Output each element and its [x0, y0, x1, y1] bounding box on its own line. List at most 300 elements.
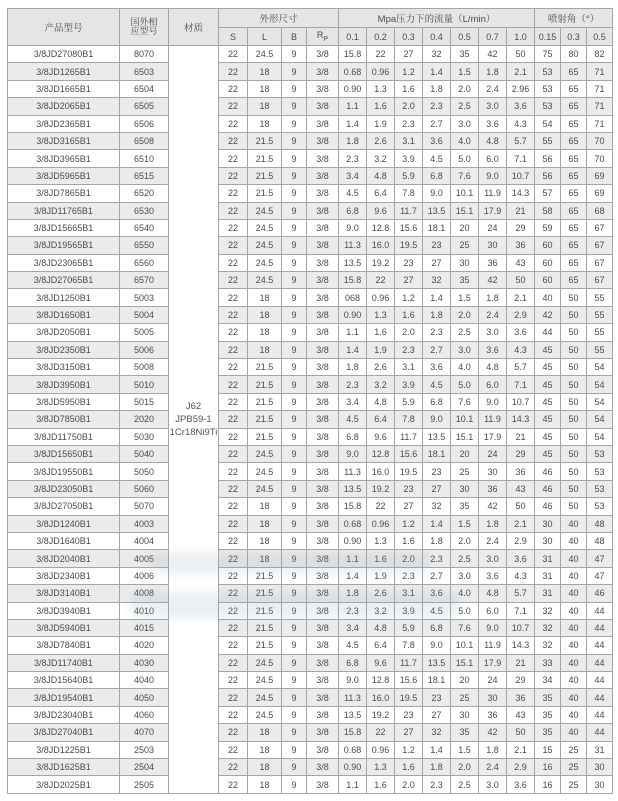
dim-l-cell: 21.5 — [248, 376, 282, 393]
flow-0-2-cell: 1.9 — [367, 115, 395, 132]
angle-0-15-cell: 45 — [535, 359, 561, 376]
dim-b-cell: 9 — [282, 689, 307, 706]
flow-0-5-cell: 35 — [451, 272, 479, 289]
angle-0-3-cell: 65 — [561, 254, 587, 271]
flow-0-7-cell: 30 — [479, 689, 507, 706]
flow-0-2-cell: 9.6 — [367, 654, 395, 671]
flow-0-3-cell: 3.1 — [395, 132, 423, 149]
flow-0-5-cell: 1.5 — [451, 63, 479, 80]
flow-0-3-cell: 27 — [395, 46, 423, 63]
flow-1-0-cell: 21 — [507, 654, 535, 671]
flow-0-5-cell: 2.5 — [451, 324, 479, 341]
angle-0-3-cell: 50 — [561, 289, 587, 306]
flow-1-0-cell: 50 — [507, 498, 535, 515]
angle-0-15-cell: 35 — [535, 689, 561, 706]
col-header-l: L — [248, 28, 282, 46]
dim-s-cell: 22 — [219, 567, 248, 584]
angle-0-15-cell: 45 — [535, 341, 561, 358]
dim-s-cell: 22 — [219, 272, 248, 289]
flow-0-4-cell: 6.8 — [423, 619, 451, 636]
table-row — [8, 393, 613, 410]
flow-0-4-cell: 9.0 — [423, 411, 451, 428]
angle-0-5-cell: 70 — [587, 132, 613, 149]
flow-0-1-cell: 1.4 — [339, 341, 367, 358]
flow-1-0-cell: 21 — [507, 202, 535, 219]
flow-0-1-cell: 1.4 — [339, 115, 367, 132]
angle-0-15-cell: 45 — [535, 428, 561, 445]
flow-0-1-cell: 0.90 — [339, 306, 367, 323]
angle-0-5-cell: 67 — [587, 254, 613, 271]
product-model-cell: 3/8JD23040B1 — [8, 706, 120, 723]
flow-1-0-cell: 29 — [507, 672, 535, 689]
table-row — [8, 306, 613, 323]
table-row — [8, 672, 613, 689]
flow-0-4-cell: 13.5 — [423, 202, 451, 219]
table-row — [8, 46, 613, 63]
col-header-pressure-0-7: 0.7 — [479, 28, 507, 46]
flow-1-0-cell: 3.6 — [507, 324, 535, 341]
product-model-cell: 3/8JD19550B1 — [8, 463, 120, 480]
flow-0-3-cell: 2.3 — [395, 115, 423, 132]
flow-0-3-cell: 2.0 — [395, 324, 423, 341]
dim-rp-cell: 3/8 — [307, 376, 339, 393]
table-row — [8, 619, 613, 636]
col-group-flow-rate: Mpa压力下的流量（L/min） — [339, 9, 535, 28]
flow-0-1-cell: 0.68 — [339, 63, 367, 80]
flow-0-1-cell: 15.8 — [339, 46, 367, 63]
flow-1-0-cell: 2.96 — [507, 80, 535, 97]
angle-0-5-cell: 46 — [587, 585, 613, 602]
flow-0-3-cell: 5.9 — [395, 393, 423, 410]
angle-0-5-cell: 71 — [587, 98, 613, 115]
dim-l-cell: 24.5 — [248, 463, 282, 480]
flow-0-5-cell: 3.0 — [451, 341, 479, 358]
flow-1-0-cell: 2.1 — [507, 289, 535, 306]
product-model-cell: 3/8JD3965B1 — [8, 150, 120, 167]
dim-rp-cell: 3/8 — [307, 759, 339, 776]
flow-1-0-cell: 14.3 — [507, 637, 535, 654]
product-model-cell: 3/8JD3940B1 — [8, 602, 120, 619]
dim-s-cell: 22 — [219, 289, 248, 306]
flow-1-0-cell: 2.9 — [507, 759, 535, 776]
flow-0-4-cell: 3.6 — [423, 132, 451, 149]
flow-0-2-cell: 16.0 — [367, 689, 395, 706]
flow-0-7-cell: 2.4 — [479, 759, 507, 776]
dim-rp-cell: 3/8 — [307, 185, 339, 202]
dim-s-cell: 22 — [219, 741, 248, 758]
dim-l-cell: 21.5 — [248, 567, 282, 584]
flow-0-2-cell: 22 — [367, 272, 395, 289]
product-model-cell: 3/8JD23050B1 — [8, 480, 120, 497]
dim-l-cell: 21.5 — [248, 411, 282, 428]
angle-0-3-cell: 65 — [561, 150, 587, 167]
dim-l-cell: 21.5 — [248, 167, 282, 184]
flow-0-4-cell: 2.7 — [423, 115, 451, 132]
product-model-cell: 3/8JD7840B1 — [8, 637, 120, 654]
table-row — [8, 585, 613, 602]
flow-0-2-cell: 22 — [367, 724, 395, 741]
angle-0-3-cell: 65 — [561, 63, 587, 80]
dim-rp-cell: 3/8 — [307, 150, 339, 167]
foreign-model-cell: 5005 — [120, 324, 169, 341]
flow-0-2-cell: 3.2 — [367, 376, 395, 393]
angle-0-15-cell: 31 — [535, 550, 561, 567]
angle-0-3-cell: 40 — [561, 654, 587, 671]
flow-0-1-cell: 2.3 — [339, 602, 367, 619]
foreign-model-cell: 4060 — [120, 706, 169, 723]
foreign-model-cell: 6550 — [120, 237, 169, 254]
flow-0-3-cell: 5.9 — [395, 619, 423, 636]
flow-0-2-cell: 9.6 — [367, 428, 395, 445]
dim-b-cell: 9 — [282, 498, 307, 515]
dim-s-cell: 22 — [219, 411, 248, 428]
material-line: JPB59-1 — [175, 413, 212, 425]
flow-0-2-cell: 19.2 — [367, 706, 395, 723]
flow-1-0-cell: 29 — [507, 219, 535, 236]
foreign-model-cell: 6530 — [120, 202, 169, 219]
col-header-angle-0-3: 0.3 — [561, 28, 587, 46]
angle-0-5-cell: 53 — [587, 498, 613, 515]
angle-0-5-cell: 48 — [587, 532, 613, 549]
foreign-model-cell: 6505 — [120, 98, 169, 115]
foreign-model-cell: 6570 — [120, 272, 169, 289]
flow-0-5-cell: 7.6 — [451, 167, 479, 184]
table-row — [8, 272, 613, 289]
angle-0-5-cell: 82 — [587, 46, 613, 63]
product-model-cell: 3/8JD2025B1 — [8, 776, 120, 793]
dim-b-cell: 9 — [282, 776, 307, 793]
flow-0-1-cell: 6.8 — [339, 428, 367, 445]
material-line: 1Cr18Ni9Ti — [169, 426, 218, 438]
dim-rp-cell: 3/8 — [307, 776, 339, 793]
flow-0-1-cell: 9.0 — [339, 445, 367, 462]
col-header-pressure-0-4: 0.4 — [423, 28, 451, 46]
dim-rp-cell: 3/8 — [307, 550, 339, 567]
dim-s-cell: 22 — [219, 550, 248, 567]
dim-l-cell: 21.5 — [248, 637, 282, 654]
flow-0-7-cell: 4.8 — [479, 132, 507, 149]
flow-0-5-cell: 7.6 — [451, 619, 479, 636]
flow-0-2-cell: 6.4 — [367, 185, 395, 202]
angle-0-5-cell: 44 — [587, 672, 613, 689]
flow-0-3-cell: 1.2 — [395, 515, 423, 532]
dim-rp-cell: 3/8 — [307, 602, 339, 619]
flow-0-4-cell: 1.4 — [423, 741, 451, 758]
dim-b-cell: 9 — [282, 567, 307, 584]
flow-1-0-cell: 43 — [507, 480, 535, 497]
flow-1-0-cell: 10.7 — [507, 393, 535, 410]
dim-b-cell: 9 — [282, 585, 307, 602]
flow-0-1-cell: 15.8 — [339, 498, 367, 515]
table-row — [8, 376, 613, 393]
table-header — [8, 9, 613, 46]
dim-b-cell: 9 — [282, 150, 307, 167]
foreign-model-cell: 2020 — [120, 411, 169, 428]
table-row — [8, 428, 613, 445]
dim-l-cell: 18 — [248, 498, 282, 515]
flow-0-4-cell: 1.4 — [423, 515, 451, 532]
angle-0-15-cell: 31 — [535, 585, 561, 602]
angle-0-15-cell: 32 — [535, 619, 561, 636]
angle-0-3-cell: 65 — [561, 185, 587, 202]
angle-0-15-cell: 35 — [535, 706, 561, 723]
flow-0-2-cell: 1.6 — [367, 776, 395, 793]
angle-0-3-cell: 65 — [561, 98, 587, 115]
flow-0-2-cell: 4.8 — [367, 167, 395, 184]
flow-0-4-cell: 32 — [423, 724, 451, 741]
dim-b-cell: 9 — [282, 619, 307, 636]
dim-l-cell: 18 — [248, 324, 282, 341]
flow-0-4-cell: 1.4 — [423, 63, 451, 80]
flow-0-7-cell: 1.8 — [479, 289, 507, 306]
flow-0-5-cell: 10.1 — [451, 411, 479, 428]
flow-0-5-cell: 15.1 — [451, 202, 479, 219]
flow-0-7-cell: 30 — [479, 463, 507, 480]
product-model-cell: 3/8JD5950B1 — [8, 393, 120, 410]
flow-0-7-cell: 36 — [479, 254, 507, 271]
angle-0-15-cell: 32 — [535, 637, 561, 654]
table-row — [8, 324, 613, 341]
flow-0-3-cell: 2.0 — [395, 550, 423, 567]
flow-0-1-cell: 0.68 — [339, 515, 367, 532]
dim-s-cell: 22 — [219, 602, 248, 619]
flow-0-3-cell: 2.0 — [395, 776, 423, 793]
product-model-cell: 3/8JD1650B1 — [8, 306, 120, 323]
dim-s-cell: 22 — [219, 324, 248, 341]
dim-rp-cell: 3/8 — [307, 98, 339, 115]
flow-0-4-cell: 9.0 — [423, 637, 451, 654]
product-model-cell: 3/8JD19540B1 — [8, 689, 120, 706]
flow-0-7-cell: 2.4 — [479, 306, 507, 323]
flow-0-1-cell: 4.5 — [339, 637, 367, 654]
foreign-model-cell: 8070 — [120, 46, 169, 63]
dim-s-cell: 22 — [219, 463, 248, 480]
flow-0-4-cell: 1.8 — [423, 306, 451, 323]
dim-rp-cell: 3/8 — [307, 115, 339, 132]
flow-0-7-cell: 11.9 — [479, 637, 507, 654]
angle-0-15-cell: 58 — [535, 202, 561, 219]
dim-l-cell: 24.5 — [248, 46, 282, 63]
product-model-cell: 3/8JD2340B1 — [8, 567, 120, 584]
flow-0-2-cell: 1.6 — [367, 550, 395, 567]
dim-rp-cell: 3/8 — [307, 393, 339, 410]
flow-0-2-cell: 22 — [367, 498, 395, 515]
flow-0-4-cell: 1.4 — [423, 289, 451, 306]
dim-s-cell: 22 — [219, 759, 248, 776]
dim-b-cell: 9 — [282, 602, 307, 619]
flow-0-3-cell: 1.2 — [395, 741, 423, 758]
dim-b-cell: 9 — [282, 463, 307, 480]
foreign-model-cell: 4070 — [120, 724, 169, 741]
flow-0-2-cell: 4.8 — [367, 393, 395, 410]
angle-0-3-cell: 40 — [561, 550, 587, 567]
angle-0-5-cell: 44 — [587, 602, 613, 619]
flow-0-7-cell: 17.9 — [479, 428, 507, 445]
angle-0-3-cell: 40 — [561, 602, 587, 619]
table-row — [8, 532, 613, 549]
flow-0-5-cell: 3.0 — [451, 567, 479, 584]
angle-0-5-cell: 54 — [587, 376, 613, 393]
angle-0-5-cell: 71 — [587, 115, 613, 132]
dim-s-cell: 22 — [219, 341, 248, 358]
flow-0-5-cell: 25 — [451, 237, 479, 254]
flow-0-7-cell: 17.9 — [479, 202, 507, 219]
dim-l-cell: 24.5 — [248, 480, 282, 497]
flow-0-3-cell: 27 — [395, 498, 423, 515]
flow-0-1-cell: 1.1 — [339, 98, 367, 115]
flow-0-5-cell: 2.5 — [451, 776, 479, 793]
angle-0-15-cell: 35 — [535, 724, 561, 741]
angle-0-3-cell: 40 — [561, 619, 587, 636]
flow-0-7-cell: 1.8 — [479, 741, 507, 758]
dim-b-cell: 9 — [282, 46, 307, 63]
angle-0-3-cell: 50 — [561, 359, 587, 376]
flow-0-3-cell: 27 — [395, 724, 423, 741]
col-header-pressure-0-3: 0.3 — [395, 28, 423, 46]
flow-0-7-cell: 1.8 — [479, 515, 507, 532]
angle-0-5-cell: 47 — [587, 550, 613, 567]
flow-1-0-cell: 4.3 — [507, 567, 535, 584]
angle-0-15-cell: 60 — [535, 272, 561, 289]
product-model-cell: 3/8JD1265B1 — [8, 63, 120, 80]
dim-b-cell: 9 — [282, 202, 307, 219]
flow-0-7-cell: 36 — [479, 706, 507, 723]
product-model-cell: 3/8JD27080B1 — [8, 46, 120, 63]
flow-0-7-cell: 42 — [479, 724, 507, 741]
dim-rp-cell: 3/8 — [307, 289, 339, 306]
angle-0-15-cell: 53 — [535, 98, 561, 115]
flow-0-7-cell: 3.0 — [479, 324, 507, 341]
angle-0-3-cell: 40 — [561, 532, 587, 549]
dim-b-cell: 9 — [282, 741, 307, 758]
foreign-model-cell: 4005 — [120, 550, 169, 567]
flow-1-0-cell: 10.7 — [507, 167, 535, 184]
flow-1-0-cell: 7.1 — [507, 602, 535, 619]
flow-0-5-cell: 3.0 — [451, 115, 479, 132]
angle-0-5-cell: 67 — [587, 272, 613, 289]
dim-l-cell: 24.5 — [248, 654, 282, 671]
flow-0-5-cell: 25 — [451, 463, 479, 480]
flow-0-1-cell: 6.8 — [339, 202, 367, 219]
dim-s-cell: 22 — [219, 80, 248, 97]
flow-1-0-cell: 7.1 — [507, 150, 535, 167]
flow-0-2-cell: 22 — [367, 46, 395, 63]
foreign-model-cell: 5003 — [120, 289, 169, 306]
flow-0-4-cell: 2.3 — [423, 550, 451, 567]
flow-0-4-cell: 3.6 — [423, 585, 451, 602]
flow-0-5-cell: 1.5 — [451, 515, 479, 532]
flow-0-3-cell: 27 — [395, 272, 423, 289]
dim-s-cell: 22 — [219, 359, 248, 376]
product-model-cell: 3/8JD11740B1 — [8, 654, 120, 671]
material-merged-cell — [169, 46, 219, 794]
angle-0-15-cell: 33 — [535, 654, 561, 671]
flow-0-2-cell: 2.6 — [367, 132, 395, 149]
flow-0-2-cell: 1.6 — [367, 324, 395, 341]
flow-0-3-cell: 7.8 — [395, 185, 423, 202]
flow-0-3-cell: 7.8 — [395, 637, 423, 654]
flow-0-1-cell: 11.3 — [339, 689, 367, 706]
foreign-model-cell: 4008 — [120, 585, 169, 602]
foreign-model-cell: 5030 — [120, 428, 169, 445]
product-model-cell: 3/8JD2040B1 — [8, 550, 120, 567]
dim-l-cell: 24.5 — [248, 219, 282, 236]
flow-0-4-cell: 1.8 — [423, 759, 451, 776]
dim-s-cell: 22 — [219, 619, 248, 636]
flow-0-1-cell: 11.3 — [339, 237, 367, 254]
dim-l-cell: 24.5 — [248, 202, 282, 219]
dim-rp-cell: 3/8 — [307, 445, 339, 462]
dim-l-cell: 18 — [248, 550, 282, 567]
dim-b-cell: 9 — [282, 115, 307, 132]
flow-0-7-cell: 42 — [479, 272, 507, 289]
table-row — [8, 689, 613, 706]
dim-b-cell: 9 — [282, 445, 307, 462]
table-row — [8, 480, 613, 497]
flow-1-0-cell: 2.9 — [507, 532, 535, 549]
angle-0-5-cell: 67 — [587, 237, 613, 254]
angle-0-3-cell: 50 — [561, 480, 587, 497]
angle-0-15-cell: 45 — [535, 445, 561, 462]
angle-0-3-cell: 40 — [561, 724, 587, 741]
foreign-model-cell: 6515 — [120, 167, 169, 184]
product-model-cell: 3/8JD3165B1 — [8, 132, 120, 149]
dim-l-cell: 18 — [248, 115, 282, 132]
table-row — [8, 602, 613, 619]
product-model-cell: 3/8JD27040B1 — [8, 724, 120, 741]
dim-b-cell: 9 — [282, 289, 307, 306]
table-row — [8, 706, 613, 723]
flow-0-7-cell: 24 — [479, 219, 507, 236]
flow-0-1-cell: 1.8 — [339, 132, 367, 149]
flow-0-5-cell: 2.0 — [451, 80, 479, 97]
dim-s-cell: 22 — [219, 98, 248, 115]
flow-0-2-cell: 1.3 — [367, 759, 395, 776]
dim-s-cell: 22 — [219, 115, 248, 132]
angle-0-3-cell: 40 — [561, 637, 587, 654]
product-model-cell: 3/8JD2350B1 — [8, 341, 120, 358]
dim-rp-cell: 3/8 — [307, 480, 339, 497]
flow-0-4-cell: 6.8 — [423, 167, 451, 184]
foreign-model-cell: 6503 — [120, 63, 169, 80]
dim-l-cell: 18 — [248, 759, 282, 776]
flow-0-3-cell: 1.2 — [395, 63, 423, 80]
dim-s-cell: 22 — [219, 237, 248, 254]
flow-1-0-cell: 50 — [507, 46, 535, 63]
flow-1-0-cell: 50 — [507, 272, 535, 289]
angle-0-15-cell: 46 — [535, 463, 561, 480]
col-header-s: S — [219, 28, 248, 46]
angle-0-15-cell: 46 — [535, 498, 561, 515]
angle-0-3-cell: 50 — [561, 463, 587, 480]
flow-0-2-cell: 3.2 — [367, 150, 395, 167]
flow-0-3-cell: 11.7 — [395, 202, 423, 219]
dim-s-cell: 22 — [219, 167, 248, 184]
flow-0-1-cell: 13.5 — [339, 706, 367, 723]
flow-0-7-cell: 3.6 — [479, 341, 507, 358]
dim-l-cell: 21.5 — [248, 619, 282, 636]
col-header-angle-0-15: 0.15 — [535, 28, 561, 46]
flow-0-5-cell: 20 — [451, 445, 479, 462]
product-model-cell: 3/8JD19565B1 — [8, 237, 120, 254]
flow-0-3-cell: 15.6 — [395, 445, 423, 462]
flow-0-7-cell: 3.6 — [479, 567, 507, 584]
flow-1-0-cell: 21 — [507, 428, 535, 445]
flow-0-3-cell: 19.5 — [395, 689, 423, 706]
table-row — [8, 132, 613, 149]
angle-0-5-cell: 54 — [587, 428, 613, 445]
dim-l-cell: 21.5 — [248, 150, 282, 167]
